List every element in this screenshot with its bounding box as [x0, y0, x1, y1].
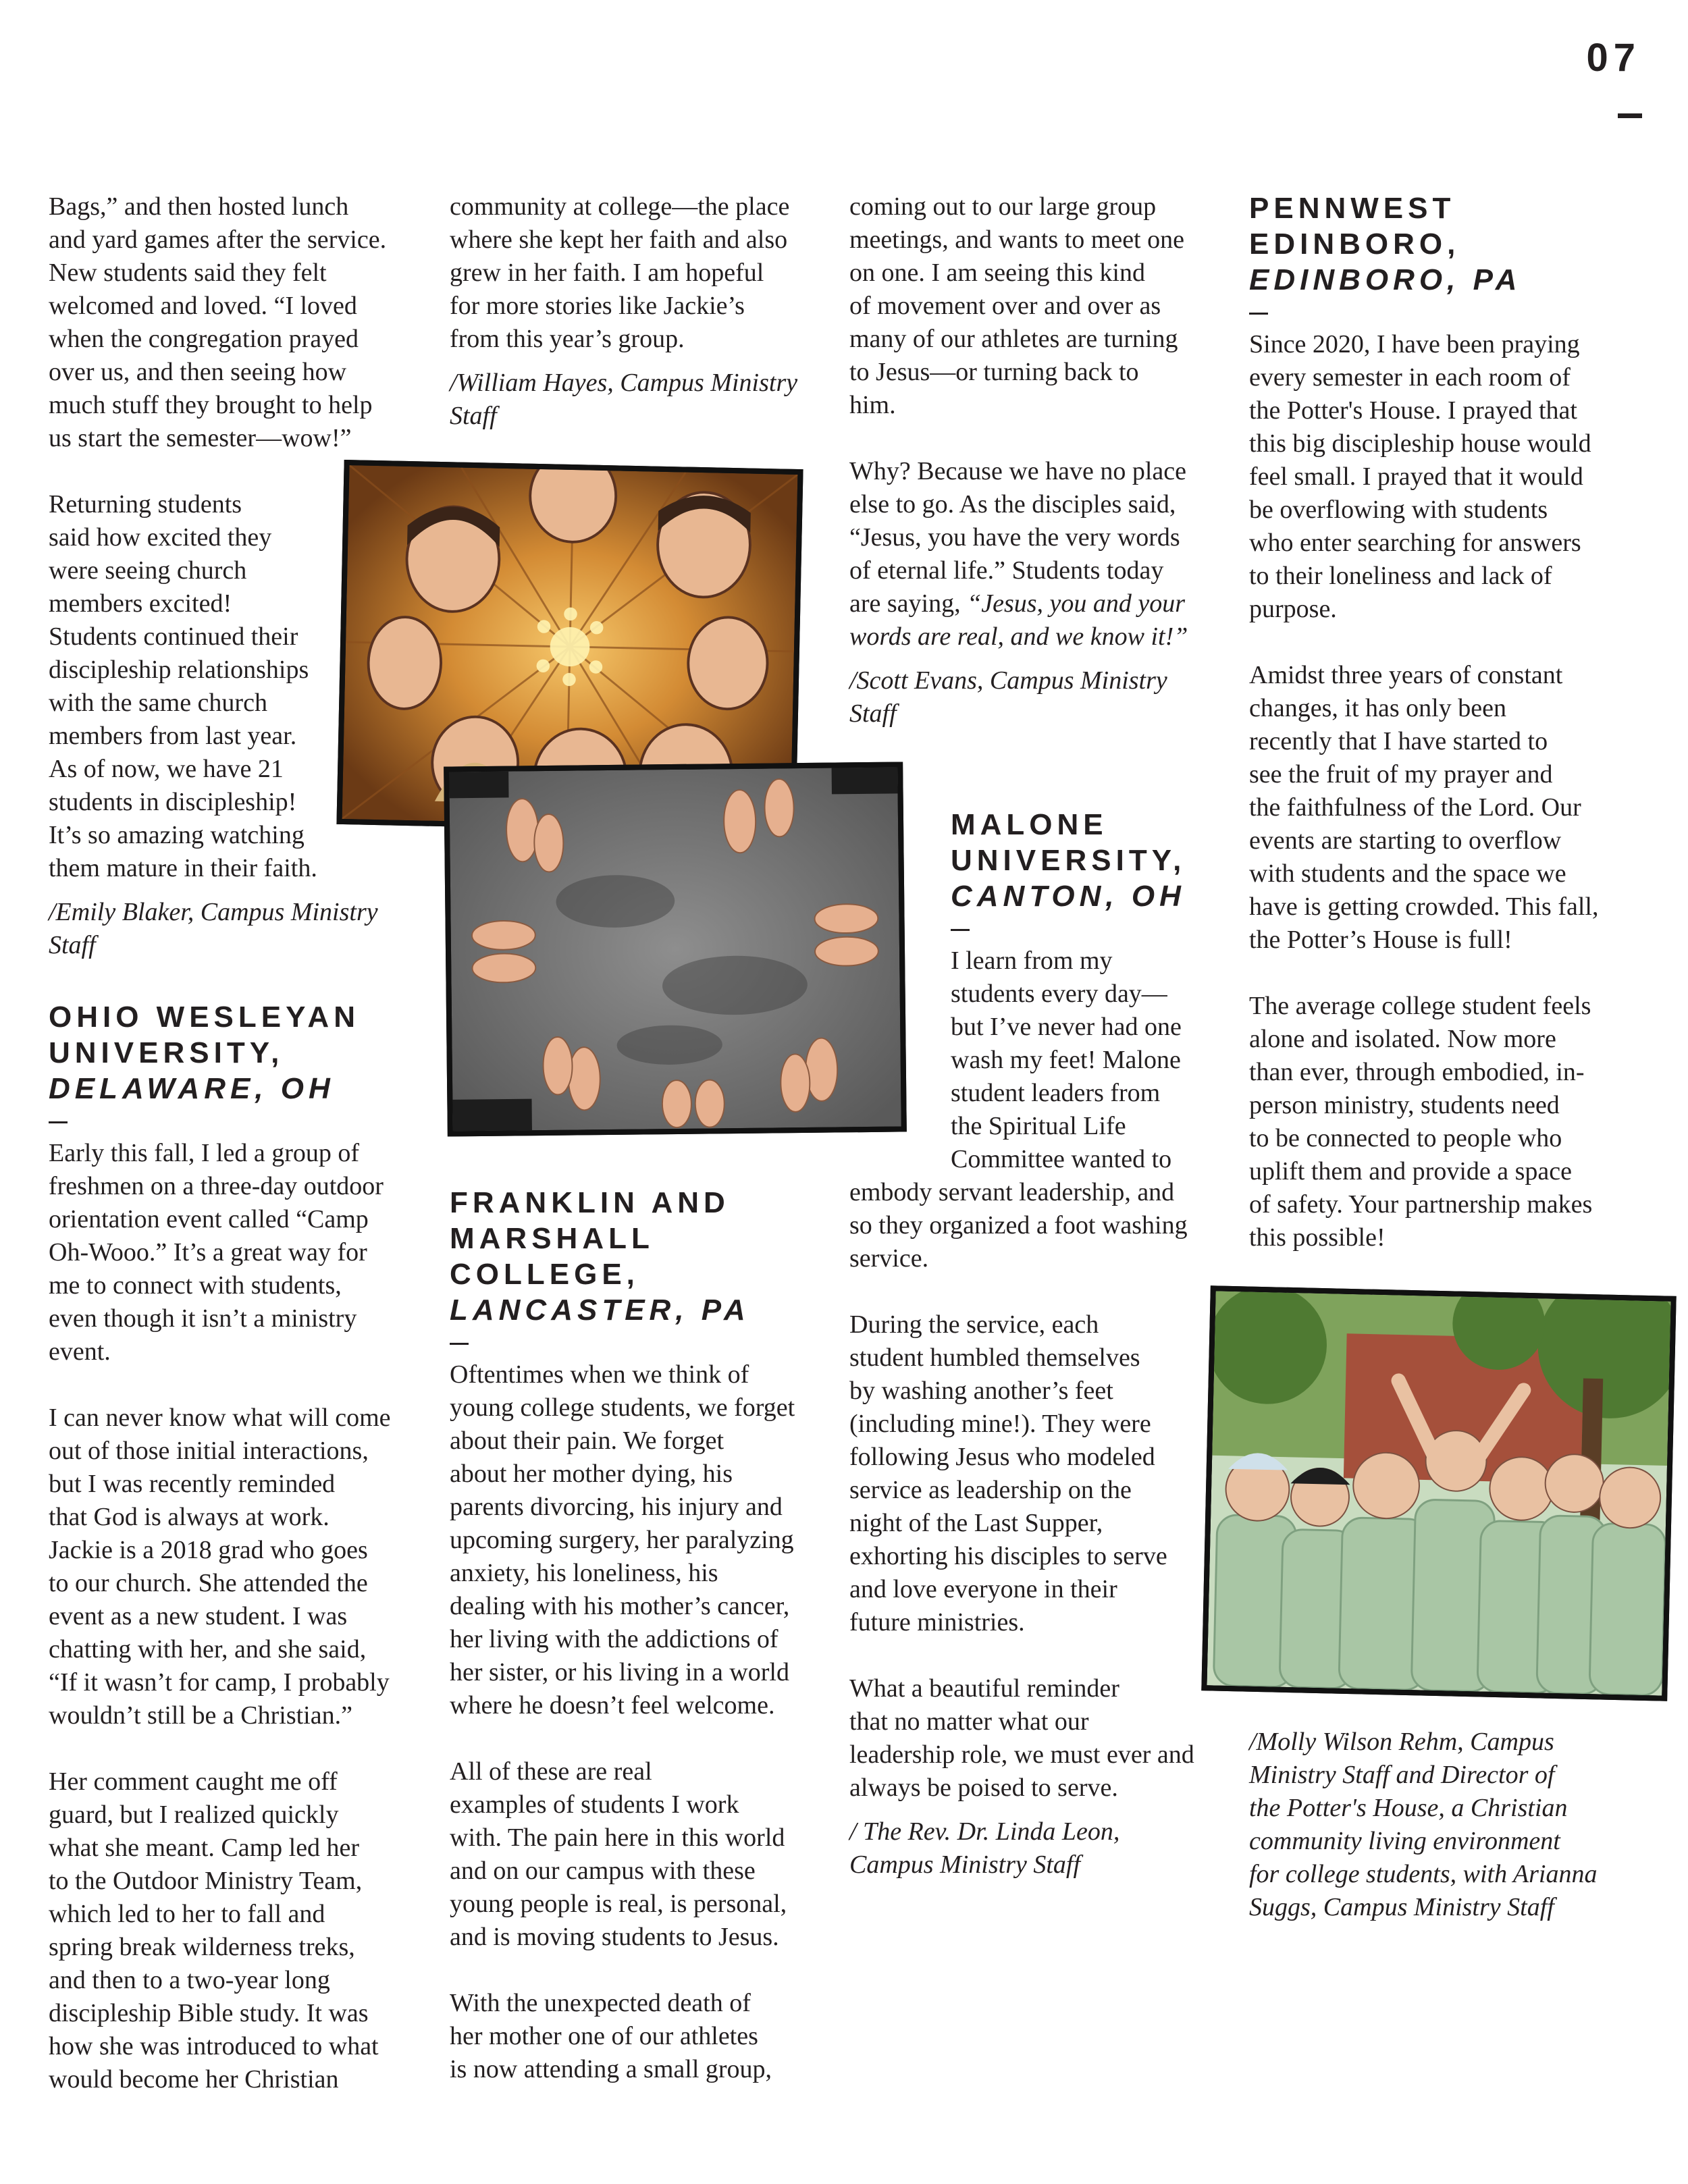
ohio-para-3: Her comment caught me off guard, but I realized quickly what she meant. Camp led her to the Outdoor Ministry Team, which led to her to fall and spring break wilderness treks, and then to a two-year long discipleship Bible study. It was how she was introduced to what would become her Christian — [49, 1767, 379, 2094]
malone-signature: / The Rev. Dr. Linda Leon, Campus Ministry Staff — [849, 1817, 1120, 1879]
section-franklin-marshall — [450, 1185, 828, 2086]
heading-dash — [450, 1343, 469, 1345]
pennwest-para-2: Amidst three years of constant changes, it has only been recently that I have started to see the fruit of my prayer and the faithfulness of the Lord. Our events are starting to overflow with students and the space we have is getting crowded. This fall, the Potter’s House is full! — [1249, 661, 1599, 954]
malone-para-1-narrow: I learn from my students every day— but I’ve never had one wash my feet! Malone student leaders from the Spiritual Life Committee wanted to — [951, 947, 1182, 1173]
ohio-para-2: I can never know what will come out of those initial interactions, but I was recently reminded that God is always at work. Jackie is a 2018 grad who goes to our church. She attended the event as a new student. I was chatting with her, and she said, “If it wasn’t for camp, I probably wouldn’t still be a Christian.” — [49, 1404, 391, 1730]
col1-signature: /Emily Blaker, Campus Ministry Staff — [49, 898, 378, 959]
column-3 — [849, 190, 1228, 730]
franklin-para-2: All of these are real examples of students I work with. The pain here in this world and on our campus with these young people is real, is personal, and is moving students to Jesus. — [450, 1757, 787, 1951]
section-heading: PENNWEST EDINBORO, EDINBORO, PA — [1249, 192, 1522, 296]
quote-italic: words are real, and we know it!” — [849, 622, 1188, 651]
section-malone — [849, 807, 1228, 1882]
pennwest-signature: /Molly Wilson Rehm, Campus Ministry Staff and Director of the Potter's House, a Christian community living environment for college students, with Arianna Suggs, Campus Ministry Staff — [1249, 1728, 1598, 1921]
potters-house-group-photo — [1201, 1285, 1676, 1701]
section-heading: MALONE UNIVERSITY, CANTON, OH — [951, 808, 1186, 913]
page-number-rule — [1618, 113, 1642, 118]
pennwest-signature-block — [1249, 1726, 1627, 1924]
col3-para-2: Why? Because we have no place else to go. As the disciples said, “Jesus, you have the very words of eternal life.” Students today are saying, “Jesus, you and your words are real, and we know it!” — [849, 457, 1188, 651]
franklin-para-3: With the unexpected death of her mother one of our athletes is now attending a small group, — [450, 1989, 772, 2083]
col1-intro: Bags,” and then hosted lunch and yard games after the service. New students said they felt welcomed and loved. “I loved when the congregation prayed over us, and then seeing how much stuff they brought to help us start the semester—wow!” — [49, 192, 387, 452]
page-number: 07 — [1586, 36, 1641, 80]
section-ohio-wesleyan — [49, 999, 433, 2096]
malone-para-2: During the service, each student humbled themselves by washing another’s feet (including mine!). They were following Jesus who modeled service as leadership on the night of the Last Supper, exhorting his disciples to serve and love everyone in their future ministries. — [849, 1310, 1167, 1636]
heading-dash — [1249, 313, 1268, 315]
column-2 — [450, 190, 828, 433]
foot-washing-photo — [444, 762, 907, 1136]
malone-para-1-wide: embody servant leadership, and so they organized a foot washing service. — [849, 1178, 1188, 1273]
heading-dash — [951, 929, 970, 931]
section-pennwest — [1249, 190, 1627, 1254]
col3-signature: /Scott Evans, Campus Ministry Staff — [849, 666, 1167, 728]
malone-para-3: What a beautiful reminder that no matter what our leadership role, we must ever and always be poised to serve. — [849, 1674, 1194, 1802]
quote-italic: “Jesus, you and your — [967, 589, 1186, 618]
heading-dash — [49, 1121, 68, 1123]
col3-para-1: coming out to our large group meetings, and wants to meet one on one. I am seeing this kind of movement over and over as many of our athletes are turning to Jesus—or turning back to him. — [849, 192, 1184, 419]
pennwest-para-1: Since 2020, I have been praying every semester in each room of the Potter's House. I prayed that this big discipleship house would feel small. I prayed that it would be overflowing with students who enter searching for answers to their loneliness and lack of purpose. — [1249, 330, 1591, 623]
col2-top: community at college—the place where she kept her faith and also grew in her faith. I am hopeful for more stories like Jackie’s from this year’s group. — [450, 192, 790, 353]
section-heading: FRANKLIN AND MARSHALL COLLEGE, LANCASTER, PA — [450, 1186, 750, 1327]
ohio-para-1: Early this fall, I led a group of freshmen on a three-day outdoor orientation event called “Camp Oh-Wooo.” It’s a great way for me to connect with students, even though it isn’t a ministry event. — [49, 1139, 384, 1366]
franklin-para-1: Oftentimes when we think of young college students, we forget about their pain. We forget about her mother dying, his parents divorcing, his injury and upcoming surgery, her paralyzing anxiety, his loneliness, his dealing with his mother’s cancer, her living with the addictions of her sister, or his living in a world where he doesn’t feel welcome. — [450, 1360, 795, 1720]
section-heading: OHIO WESLEYAN UNIVERSITY, DELAWARE, OH — [49, 1001, 360, 1105]
pennwest-para-3: The average college student feels alone and isolated. Now more than ever, through embodied, in- person ministry, students need to be connected to people who uplift them and provide a space of safety. Your partnership makes this possible! — [1249, 992, 1593, 1252]
col1-returning: Returning students said how excited they were seeing church members excited! Students continued their discipleship relationships with the same church members from last year. As of now, we have 21 students in discipleship! It’s so amazing watching them mature in their faith. — [49, 490, 317, 882]
col2-signature: /William Hayes, Campus Ministry Staff — [450, 369, 798, 430]
